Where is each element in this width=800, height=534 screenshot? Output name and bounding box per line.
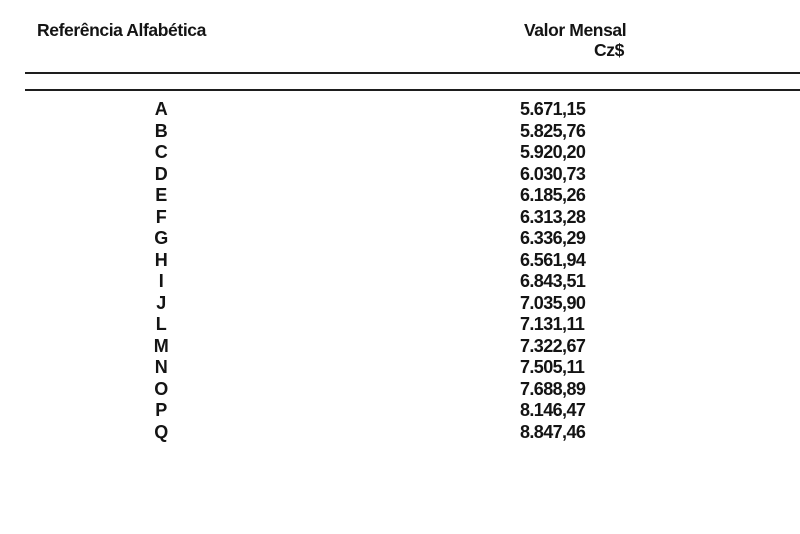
table-row xyxy=(0,250,800,272)
value-cell: 7.035,90 xyxy=(520,292,586,313)
header-rule-bottom xyxy=(25,89,800,91)
value-cell: 6.843,51 xyxy=(520,271,586,291)
table-row xyxy=(0,293,800,315)
reference-cell: J xyxy=(156,292,166,313)
column-header-value-label: Valor Mensal xyxy=(524,20,627,40)
table-row xyxy=(0,121,800,143)
reference-cell: M xyxy=(153,335,169,356)
value-cell: 6.336,29 xyxy=(520,228,586,248)
column-header-value xyxy=(524,20,626,60)
reference-cell: A xyxy=(154,99,168,119)
reference-cell: L xyxy=(155,314,167,334)
value-cell: 8.847,46 xyxy=(520,421,586,442)
header-rule-top xyxy=(25,72,800,74)
reference-cell: H xyxy=(154,249,168,270)
value-cell: 6.185,26 xyxy=(520,185,586,205)
table-row xyxy=(0,228,800,250)
reference-cell: P xyxy=(155,400,167,420)
value-cell: 7.131,11 xyxy=(520,314,585,334)
reference-cell: D xyxy=(154,163,168,184)
table-row xyxy=(0,164,800,186)
table-row xyxy=(0,271,800,293)
reference-cell: C xyxy=(154,142,168,162)
table-row xyxy=(0,142,800,164)
value-cell: 5.825,76 xyxy=(520,120,586,141)
value-cell: 7.322,67 xyxy=(520,335,586,356)
table-row xyxy=(0,314,800,336)
table-body xyxy=(0,99,800,443)
reference-cell: F xyxy=(155,206,167,227)
reference-cell: E xyxy=(155,185,167,205)
table-row xyxy=(0,422,800,444)
value-cell: 7.688,89 xyxy=(520,378,586,399)
reference-cell: Q xyxy=(154,421,168,442)
value-cell: 6.313,28 xyxy=(520,206,586,227)
reference-cell: N xyxy=(154,357,168,377)
table-row xyxy=(0,207,800,229)
reference-cell: G xyxy=(154,228,168,248)
table-row xyxy=(0,379,800,401)
value-cell: 8.146,47 xyxy=(520,400,586,420)
value-cell: 6.030,73 xyxy=(520,163,586,184)
reference-cell: O xyxy=(154,378,168,399)
table-row xyxy=(0,185,800,207)
value-cell: 5.671,15 xyxy=(520,99,586,119)
table-header xyxy=(0,0,800,92)
value-cell: 6.561,94 xyxy=(520,249,586,270)
table-row xyxy=(0,400,800,422)
column-header-value-unit: Cz$ xyxy=(594,40,624,60)
table-row xyxy=(0,357,800,379)
table-row xyxy=(0,99,800,121)
value-cell: 5.920,20 xyxy=(520,142,586,162)
column-header-reference: Referência Alfabética xyxy=(37,20,206,40)
reference-cell: I xyxy=(158,271,164,291)
reference-cell: B xyxy=(154,120,168,141)
value-cell: 7.505,11 xyxy=(520,357,585,377)
table-row xyxy=(0,336,800,358)
